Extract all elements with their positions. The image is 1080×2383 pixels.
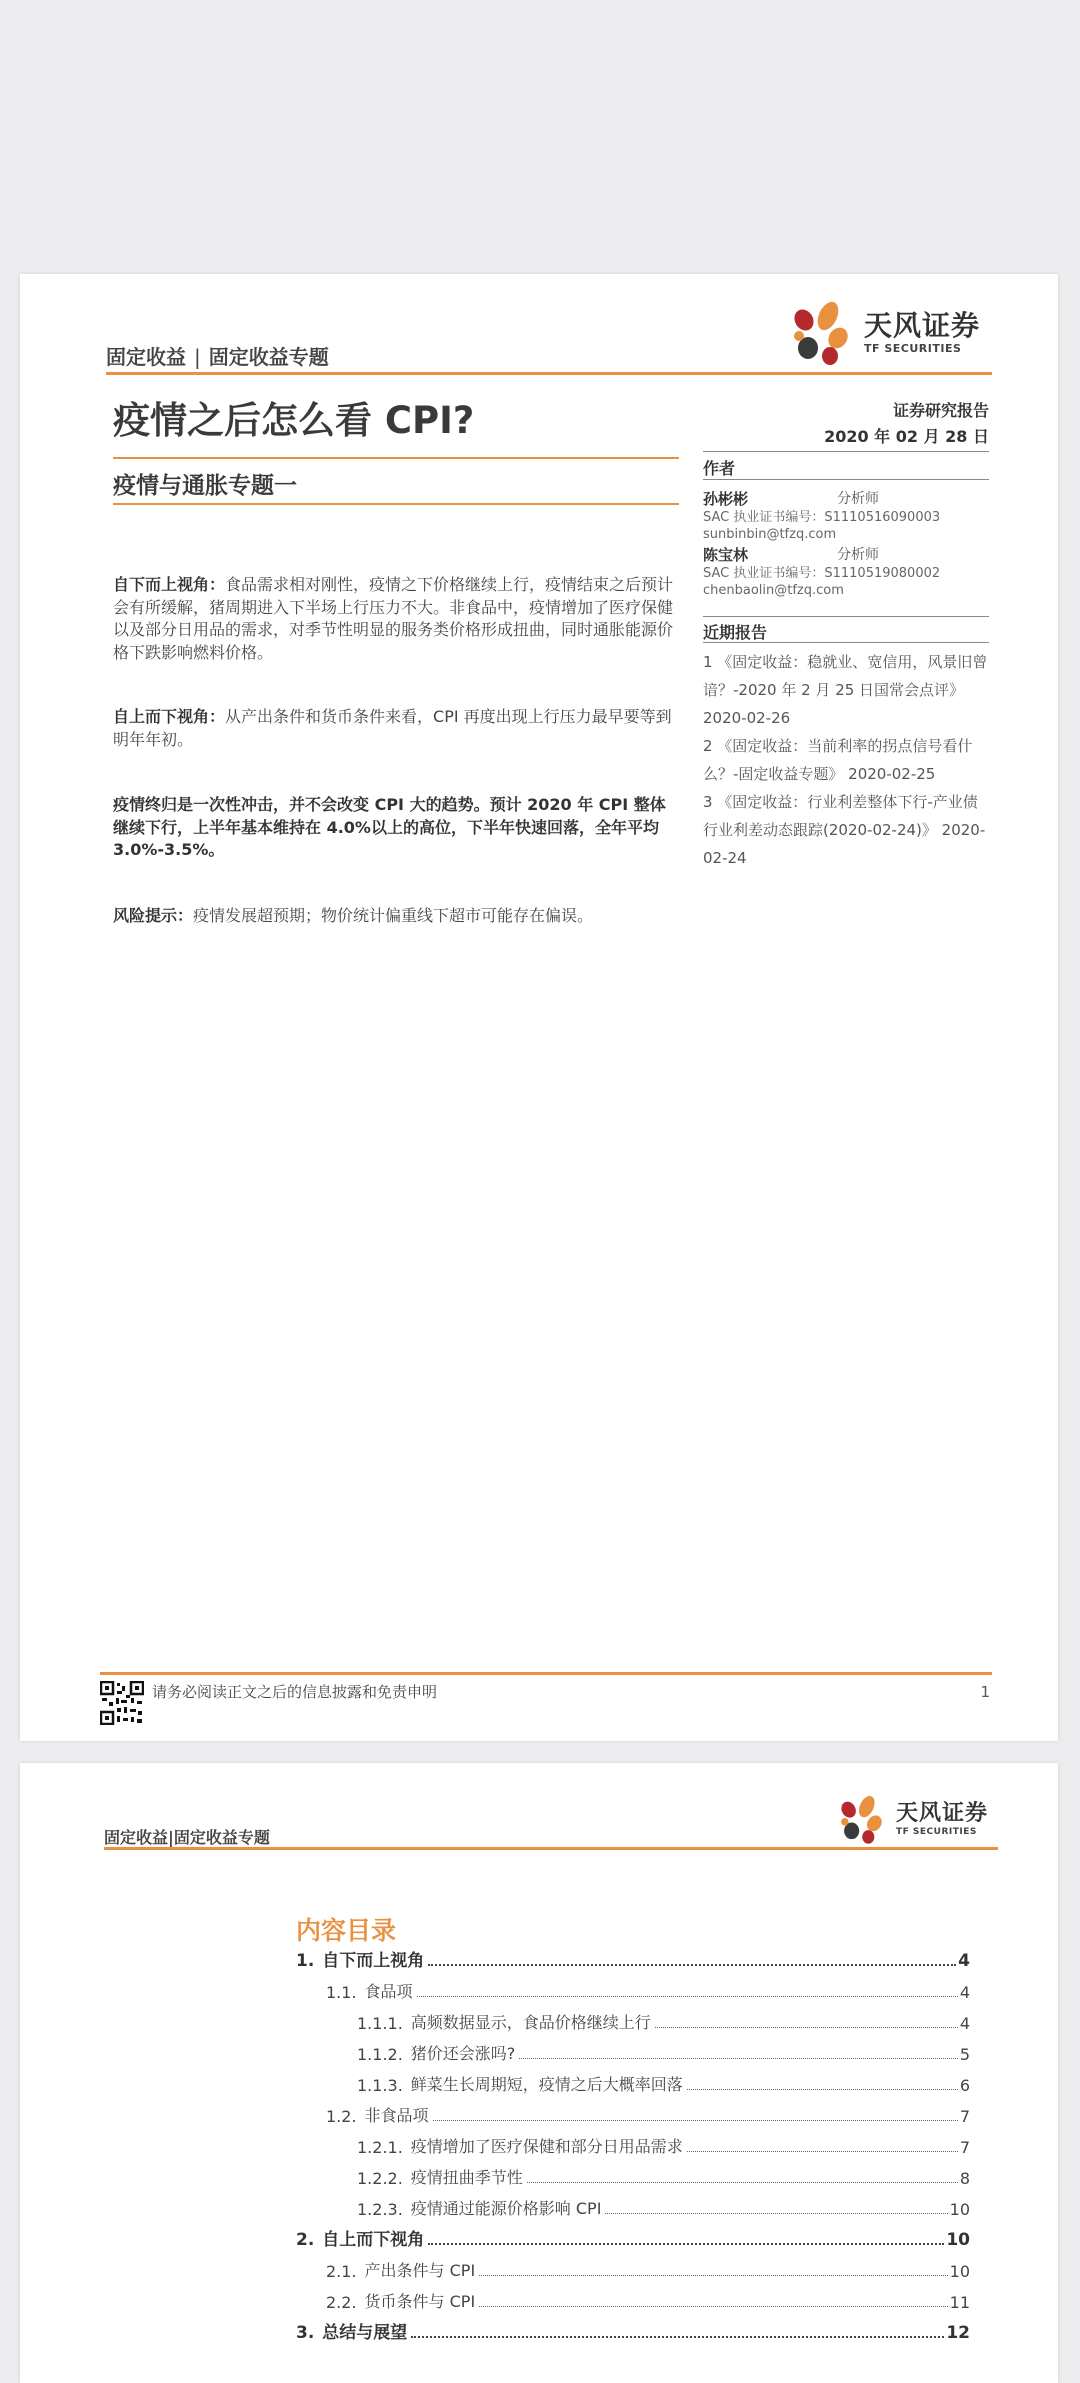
header-rule [106, 372, 992, 375]
flower-logo-icon [790, 298, 856, 368]
toc-row[interactable] [326, 2102, 970, 2126]
toc-text: 猪价还会涨吗? [410, 2044, 516, 2063]
page-number: 1 [980, 1683, 990, 1701]
author-cert: SAC 执业证书编号：S1110516090003 [703, 510, 941, 525]
header-category [106, 341, 329, 370]
toc-leader [519, 2058, 958, 2059]
authors-rule [703, 479, 989, 480]
author-email[interactable]: sunbinbin@tfzq.com [703, 527, 837, 542]
tf-securities-logo [790, 298, 980, 368]
toc-number: 2.2. [326, 2293, 357, 2312]
toc-leader [433, 2120, 958, 2121]
toc-row[interactable] [296, 2319, 970, 2343]
toc-title: 内容目录 [296, 1916, 397, 1945]
toc-page: 10 [946, 2230, 970, 2250]
toc-row[interactable] [296, 2226, 970, 2250]
toc-row[interactable] [326, 2257, 970, 2281]
paragraph-lead: 风险提示： [113, 906, 194, 925]
logo-cn-text: 天风证券 [896, 1800, 989, 1826]
tf-securities-logo [838, 1793, 988, 1846]
toc-text: 自上而下视角 [322, 2230, 425, 2250]
toc-leader [411, 2336, 944, 2338]
recent-reports-list [703, 648, 989, 872]
author-card [703, 544, 989, 599]
toc-leader [605, 2213, 947, 2214]
toc-leader [687, 2151, 958, 2152]
toc-page: 7 [959, 2107, 970, 2126]
toc-number: 1.2.2. [357, 2169, 403, 2188]
toc-number: 1.2.1. [357, 2138, 403, 2157]
paragraph-conclusion [113, 794, 679, 862]
toc-number: 2.1. [326, 2262, 357, 2281]
toc-leader [687, 2089, 958, 2090]
report-page-1 [20, 274, 1058, 1741]
report-title: 疫情之后怎么看 CPI? [113, 399, 475, 442]
toc-text: 高频数据显示，食品价格继续上行 [410, 2013, 651, 2032]
toc-text: 货币条件与 CPI [364, 2292, 476, 2311]
toc-leader [479, 2306, 947, 2307]
page2-header-category: 固定收益|固定收益专题 [104, 1828, 270, 1847]
toc-row[interactable] [357, 2164, 970, 2188]
paragraph-lead: 自上而下视角： [113, 707, 226, 726]
toc-leader [417, 1996, 958, 1997]
toc-row[interactable] [296, 1947, 970, 1971]
logo-en-text: TF SECURITIES [864, 342, 962, 355]
authors-label: 作者 [703, 459, 736, 478]
toc-row[interactable] [357, 2009, 970, 2033]
subtitle-rule [113, 503, 679, 505]
recent-report-item[interactable]: 3 《固定收益：行业利差整体下行-产业债行业利差动态跟踪(2020-02-24)》 2020-02-24 [703, 793, 986, 867]
toc-row[interactable] [357, 2040, 970, 2064]
logo-cn-text: 天风证券 [864, 309, 981, 342]
author-role: 分析师 [837, 491, 879, 507]
toc-leader [428, 2243, 944, 2245]
toc-number: 1.1.1. [357, 2014, 403, 2033]
report-page-2 [20, 1763, 1058, 2383]
paragraph-lead: 自下而上视角： [113, 575, 226, 594]
toc-page: 5 [959, 2045, 970, 2064]
toc-row[interactable] [326, 2288, 970, 2312]
qr-code-icon [100, 1681, 144, 1725]
toc-number: 1.1.3. [357, 2076, 403, 2095]
logo-en-text: TF SECURITIES [896, 1826, 977, 1837]
report-date: 2020 年 02 月 28 日 [824, 427, 989, 446]
recent-report-item[interactable]: 2 《固定收益：当前利率的拐点信号看什么？-固定收益专题》 2020-02-25 [703, 737, 973, 783]
toc-text: 总结与展望 [322, 2323, 408, 2343]
footer-rule [100, 1672, 992, 1675]
toc-page: 11 [949, 2293, 970, 2312]
toc-row[interactable] [357, 2133, 970, 2157]
toc-number: 1.2. [326, 2107, 357, 2126]
header-category-sub: 固定收益专题 [208, 345, 329, 369]
toc-number: 3. [296, 2323, 315, 2343]
paragraph-body: 食品需求相对刚性，疫情之下价格继续上行，疫情结束之后预计会有所缓解，猪周期进入下半场上行压力不大。非食品中，疫情增加了医疗保健以及部分日用品的需求，对季节性明显的服务类价格形成扭曲，同时通胀能源价格下跌影响燃料价格。 [113, 575, 674, 662]
toc-text: 疫情增加了医疗保健和部分日用品需求 [410, 2137, 683, 2156]
toc-row[interactable] [357, 2195, 970, 2219]
author-role: 分析师 [837, 547, 879, 563]
toc-number: 1.2.3. [357, 2200, 403, 2219]
toc-text: 自下而上视角 [322, 1951, 425, 1971]
toc-leader [479, 2275, 947, 2276]
recent-report-item[interactable]: 1 《固定收益：稳就业、宽信用，风景旧曾谙？-2020 年 2 月 25 日国常会点评》 2020-02-26 [703, 653, 988, 727]
toc-page: 7 [959, 2138, 970, 2157]
recent-top-rule [703, 616, 989, 617]
flower-logo-icon [838, 1793, 888, 1846]
author-card [703, 488, 989, 543]
paragraph-risk [113, 905, 679, 928]
toc-text: 非食品项 [364, 2106, 429, 2125]
author-name: 孙彬彬 [703, 490, 749, 508]
report-subtitle: 疫情与通胀专题一 [113, 473, 297, 499]
toc-text: 食品项 [364, 1982, 413, 2001]
report-type: 证券研究报告 [892, 401, 989, 420]
toc-page: 4 [959, 2014, 970, 2033]
toc-number: 1.1.2. [357, 2045, 403, 2064]
toc-number: 1. [296, 1951, 315, 1971]
toc-row[interactable] [357, 2071, 970, 2095]
paragraph-bottom-up [113, 574, 679, 664]
toc-page: 4 [959, 1983, 970, 2002]
paragraph-body: 疫情发展超预期；物价统计偏重线下超市可能存在偏误。 [193, 906, 594, 925]
toc-page: 4 [958, 1951, 970, 1971]
page2-header-rule [104, 1847, 998, 1850]
toc-text: 产出条件与 CPI [364, 2261, 476, 2280]
author-cert: SAC 执业证书编号：S1110519080002 [703, 566, 941, 581]
toc-text: 疫情通过能源价格影响 CPI [410, 2199, 602, 2218]
author-email[interactable]: chenbaolin@tfzq.com [703, 583, 844, 598]
toc-page: 6 [959, 2076, 970, 2095]
toc-number: 2. [296, 2230, 315, 2250]
meta-rule [703, 451, 989, 452]
paragraph-lead: 疫情终归是一次性冲击，并不会改变 CPI 大的趋势。预计 2020 年 CPI 整体继续下行，上半年基本维持在 4.0%以上的高位，下半年快速回落，全年平均 3.0%-3.5%。 [113, 795, 666, 859]
toc-page: 12 [946, 2323, 970, 2343]
recent-rule [703, 642, 989, 643]
footer-disclaimer: 请务必阅读正文之后的信息披露和免责申明 [152, 1683, 438, 1701]
toc-leader [428, 1964, 956, 1966]
toc-text: 疫情扭曲季节性 [410, 2168, 523, 2187]
paragraph-body: 从产出条件和货币条件来看，CPI 再度出现上行压力最早要等到明年年初。 [113, 707, 672, 749]
header-separator: | [194, 345, 201, 369]
toc-page: 10 [949, 2262, 970, 2281]
toc-leader [655, 2027, 958, 2028]
paragraph-top-down [113, 706, 679, 751]
recent-reports-label: 近期报告 [703, 623, 768, 642]
toc-leader [527, 2182, 958, 2183]
header-category-main: 固定收益 [106, 345, 186, 369]
toc-page: 8 [959, 2169, 970, 2188]
report-meta [703, 398, 989, 450]
toc-number: 1.1. [326, 1983, 357, 2002]
toc-page: 10 [949, 2200, 970, 2219]
author-name: 陈宝林 [703, 546, 749, 564]
title-rule [113, 457, 679, 459]
toc-row[interactable] [326, 1978, 970, 2002]
toc-text: 鲜菜生长周期短，疫情之后大概率回落 [410, 2075, 683, 2094]
